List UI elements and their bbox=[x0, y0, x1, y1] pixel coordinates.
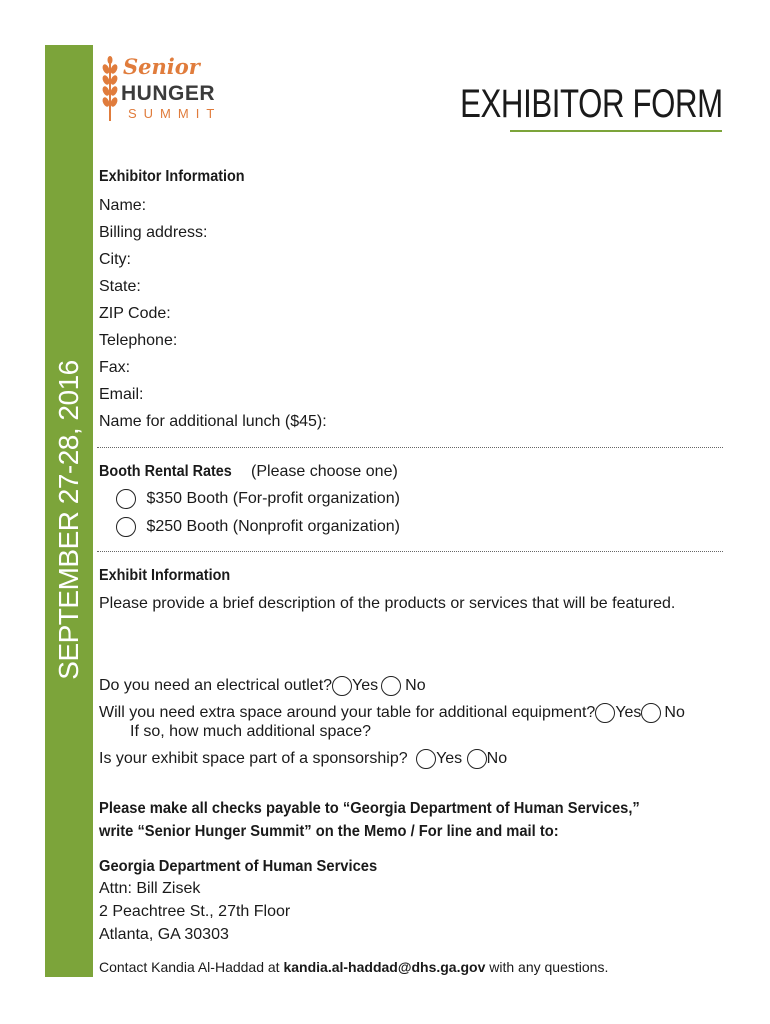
no-label: No bbox=[486, 750, 508, 768]
city-field[interactable]: City: bbox=[99, 251, 131, 268]
exhibitor-info-heading: Exhibitor Information bbox=[99, 168, 245, 185]
no-label: No bbox=[664, 704, 685, 722]
zip-code-field[interactable]: ZIP Code: bbox=[99, 305, 171, 322]
outlet-yes-radio[interactable] bbox=[332, 676, 352, 696]
sponsorship-yes-radio[interactable] bbox=[416, 749, 436, 769]
exhibit-info-heading: Exhibit Information bbox=[99, 567, 231, 584]
payment-instructions: Please make all checks payable to “Georgia Department of Human Services,” write “Senior Hunger Summit” on the Memo / For line and mail to: bbox=[99, 800, 640, 840]
section-divider bbox=[97, 447, 723, 448]
booth-option-label: $350 Booth (For-profit organization) bbox=[146, 490, 400, 508]
booth-rates-note: (Please choose one) bbox=[251, 463, 398, 480]
booth-option-350[interactable] bbox=[116, 489, 400, 509]
contact-email-link[interactable]: kandia.al-haddad@dhs.ga.gov bbox=[283, 959, 486, 975]
state-field[interactable]: State: bbox=[99, 278, 141, 295]
event-date: SEPTEMBER 27-28, 2016 bbox=[53, 360, 84, 680]
mailing-city: Atlanta, GA 30303 bbox=[99, 926, 229, 943]
booth-rates-heading bbox=[99, 463, 398, 481]
fax-field[interactable]: Fax: bbox=[99, 359, 131, 376]
outlet-question-text: Do you need an electrical outlet? bbox=[99, 677, 333, 695]
booth-rates-title: Booth Rental Rates bbox=[99, 463, 232, 480]
sponsorship-no-radio[interactable] bbox=[467, 749, 487, 769]
radio-button[interactable] bbox=[116, 489, 136, 509]
title-divider bbox=[510, 130, 722, 132]
sponsorship-question bbox=[99, 749, 507, 769]
logo-hunger: HUNGER bbox=[121, 82, 216, 105]
outlet-question bbox=[99, 676, 426, 696]
contact-line bbox=[99, 959, 608, 975]
yes-label: Yes bbox=[436, 750, 463, 768]
space-followup-field[interactable]: If so, how much additional space? bbox=[130, 723, 372, 740]
logo-senior: Senior bbox=[123, 54, 200, 79]
name-field[interactable]: Name: bbox=[99, 197, 147, 214]
contact-suffix: with any questions. bbox=[489, 959, 609, 975]
contact-prefix: Contact Kandia Al-Haddad at bbox=[99, 959, 280, 975]
section-divider bbox=[97, 551, 723, 552]
telephone-field[interactable]: Telephone: bbox=[99, 332, 178, 349]
exhibit-description-field[interactable]: Please provide a brief description of the products or services that will be featured. bbox=[99, 595, 676, 612]
email-field[interactable]: Email: bbox=[99, 386, 144, 403]
space-question-text: Will you need extra space around your table for additional equipment? bbox=[99, 704, 596, 722]
space-yes-radio[interactable] bbox=[595, 703, 615, 723]
radio-button[interactable] bbox=[116, 517, 136, 537]
mailing-street: 2 Peachtree St., 27th Floor bbox=[99, 903, 291, 920]
mailing-attn: Attn: Bill Zisek bbox=[99, 880, 201, 897]
logo-summit: SUMMIT bbox=[128, 106, 222, 121]
outlet-no-radio[interactable] bbox=[381, 676, 401, 696]
additional-lunch-field[interactable]: Name for additional lunch ($45): bbox=[99, 413, 327, 430]
yes-label: Yes bbox=[615, 704, 642, 722]
booth-option-label: $250 Booth (Nonprofit organization) bbox=[146, 518, 400, 536]
sponsorship-question-text: Is your exhibit space part of a sponsorship? bbox=[99, 750, 408, 768]
page-title: EXHIBITOR FORM bbox=[460, 82, 723, 126]
yes-label: Yes bbox=[352, 677, 379, 695]
booth-option-250[interactable] bbox=[116, 517, 400, 537]
space-question bbox=[99, 703, 685, 723]
billing-address-field[interactable]: Billing address: bbox=[99, 224, 208, 241]
no-label: No bbox=[405, 677, 426, 695]
mailing-org: Georgia Department of Human Services bbox=[99, 858, 378, 875]
space-no-radio[interactable] bbox=[641, 703, 661, 723]
